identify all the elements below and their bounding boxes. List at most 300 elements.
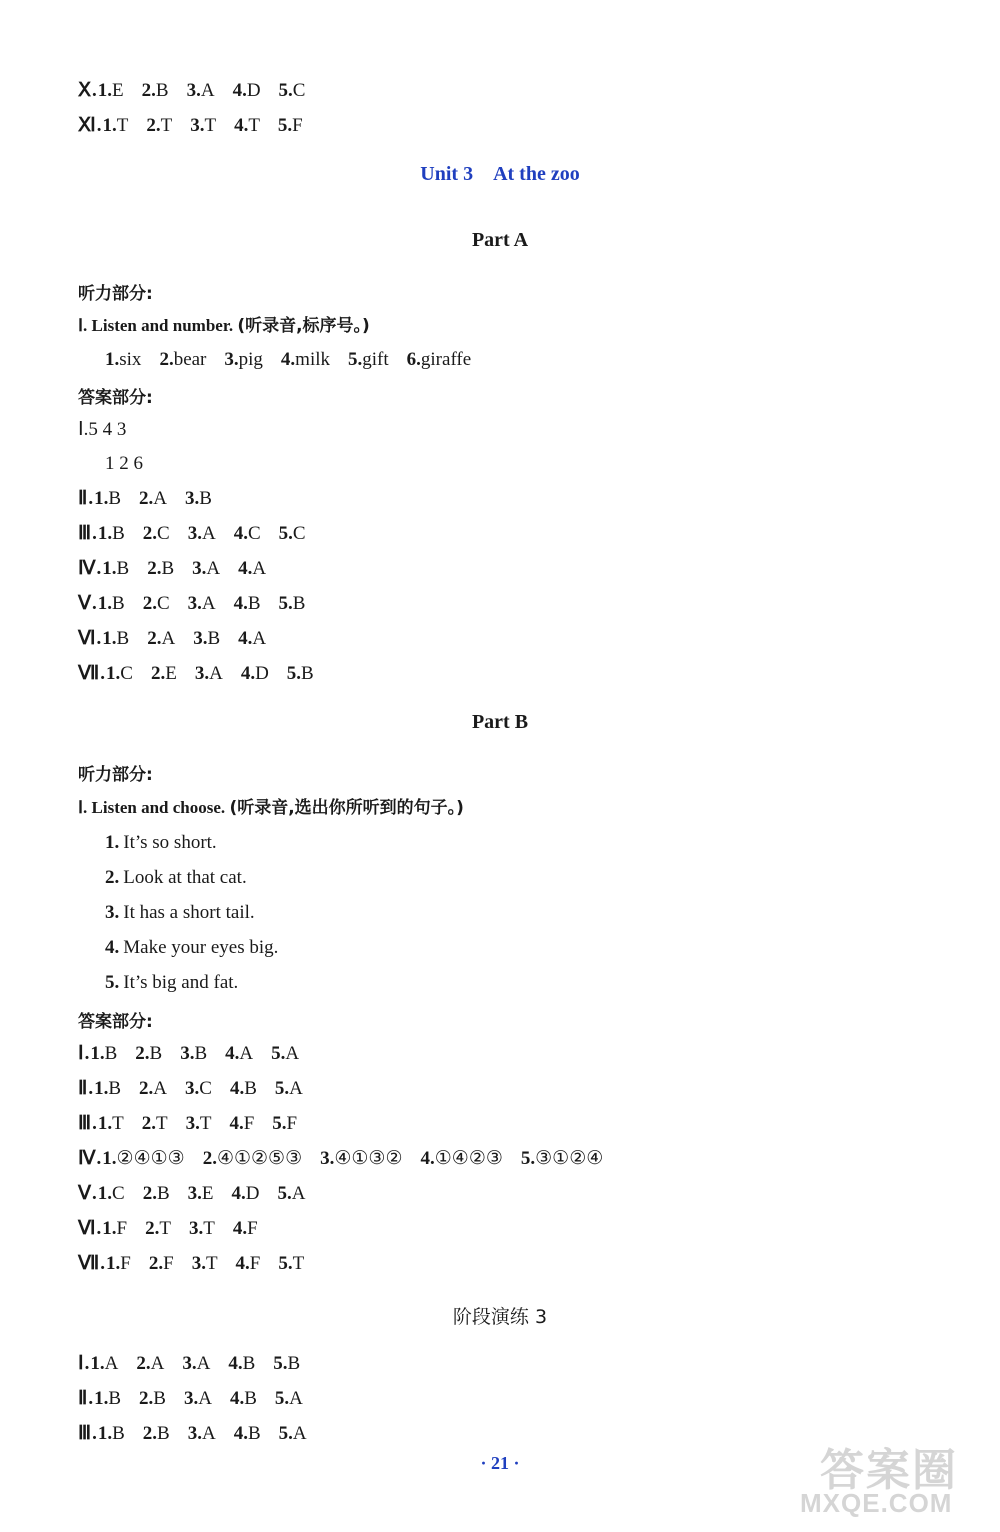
answer-value: A — [198, 1388, 212, 1409]
page-number: · 21 · — [480, 1453, 520, 1473]
answer-number: 1. — [102, 1218, 117, 1239]
script-sentence — [0, 936, 1000, 960]
answer-row — [0, 1182, 1000, 1206]
answer-value: C — [120, 663, 133, 684]
answer-value: C — [156, 593, 170, 614]
answer-item — [147, 627, 175, 651]
answer-item — [182, 1352, 210, 1376]
answer-item — [229, 1112, 254, 1136]
answer-row — [0, 1147, 1000, 1171]
answer-item — [106, 662, 133, 686]
answer-item — [102, 114, 128, 138]
answer-value: E — [201, 1183, 214, 1204]
answer-number: 5. — [277, 1183, 292, 1204]
answer-number: 2. — [147, 628, 162, 649]
script-number: 1. — [105, 349, 120, 370]
answer-number: 3. — [187, 1423, 202, 1444]
task-en: Listen and number. — [91, 316, 234, 335]
answer-item — [184, 1387, 212, 1411]
answer-item — [234, 114, 260, 138]
answer-value: T — [116, 115, 129, 136]
answer-number: 3. — [182, 1353, 197, 1374]
answer-number: 2. — [141, 1113, 156, 1134]
task-roman: Ⅰ. — [78, 798, 88, 817]
script-number: 2. — [105, 867, 120, 888]
answer-value: B — [156, 1183, 170, 1204]
answer-item — [421, 1147, 503, 1171]
answer-item — [231, 1182, 259, 1206]
answer-number: 4. — [235, 1253, 250, 1274]
answer-value: E — [165, 663, 177, 684]
script-number: 3. — [224, 349, 239, 370]
answer-roman: Ⅶ. — [78, 1253, 107, 1274]
answer-number: 4. — [234, 115, 249, 136]
answer-roman: Ⅴ. — [78, 593, 98, 614]
answer-item — [102, 1147, 184, 1171]
answer-value: F — [247, 1218, 258, 1239]
script-text: It has a short tail. — [123, 902, 255, 923]
answer-item — [234, 1422, 261, 1446]
answer-item — [192, 557, 220, 581]
answer-value: B — [194, 1043, 208, 1064]
answer-value: ④①②⑤③ — [216, 1148, 303, 1169]
answer-value: D — [246, 80, 261, 101]
answer-value: B — [153, 1388, 166, 1409]
answer-value: T — [248, 115, 260, 136]
answer-value: B — [199, 488, 212, 509]
answer-value: B — [301, 663, 314, 684]
answer-value: T — [160, 115, 173, 136]
script-word: gift — [362, 349, 389, 370]
answer-value: B — [108, 488, 122, 509]
answer-value: B — [116, 558, 130, 579]
answer-item — [139, 487, 167, 511]
part-a-script — [0, 348, 1000, 372]
answer-item — [151, 662, 177, 686]
answer-value: A — [153, 1078, 168, 1099]
answer-value: B — [112, 593, 125, 614]
answer-roman: Ⅺ. — [78, 115, 103, 136]
answer-row — [0, 557, 1000, 581]
answer-value: B — [247, 1423, 261, 1444]
answer-value: A — [285, 1043, 300, 1064]
answer-number: 2. — [147, 558, 162, 579]
script-number: 2. — [159, 349, 174, 370]
answer-item — [273, 1352, 300, 1376]
answer-value: B — [207, 628, 221, 649]
answer-number: 2. — [141, 80, 156, 101]
answer-number: 3. — [190, 115, 205, 136]
answer-row — [0, 114, 1000, 138]
answer-item — [98, 1112, 124, 1136]
answer-number: 3. — [194, 663, 210, 684]
answer-roman: Ⅲ. — [78, 1423, 98, 1444]
answer-item — [230, 1387, 257, 1411]
answer-number: 2. — [148, 1253, 164, 1274]
answer-item — [146, 114, 172, 138]
answer-number: 5. — [278, 1253, 293, 1274]
task-cn: (听录音,选出你所听到的句子。) — [229, 798, 464, 818]
answer-value: C — [157, 523, 170, 544]
answer-value: A — [206, 558, 221, 579]
answer-value: D — [255, 663, 269, 684]
script-number: 6. — [406, 349, 421, 370]
answer-row — [0, 1077, 1000, 1101]
task-cn: (听录音,标序号。) — [237, 316, 370, 336]
script-number: 4. — [280, 349, 296, 370]
script-item — [348, 348, 389, 372]
answer-value: T — [203, 1218, 215, 1239]
answer-row — [0, 1352, 1000, 1376]
answer-number: 2. — [145, 1218, 160, 1239]
answer-value: F — [249, 1253, 261, 1274]
part-a-title: Part A — [471, 229, 529, 251]
answer-number: 1. — [90, 1353, 105, 1374]
part-a-answers-heading: 答案部分: — [78, 388, 153, 408]
answer-row — [0, 487, 1000, 511]
answer-value: B — [247, 593, 261, 614]
answer-item — [94, 1077, 121, 1101]
script-word: bear — [173, 349, 207, 370]
answer-value: B — [108, 1388, 122, 1409]
answer-value: A — [289, 1388, 303, 1409]
answer-item — [98, 1422, 125, 1446]
script-number: 3. — [105, 902, 120, 923]
answer-number: 1. — [94, 1388, 109, 1409]
answer-number: 1. — [94, 1078, 109, 1099]
task-roman: Ⅰ. — [78, 316, 88, 335]
answer-number: 2. — [202, 1148, 217, 1169]
unit-number: Unit 3 — [420, 163, 474, 185]
answer-roman: Ⅱ. — [78, 1078, 95, 1099]
script-item — [224, 348, 263, 372]
answer-number: 4. — [233, 593, 248, 614]
answer-item — [233, 1217, 258, 1241]
answer-number: 3. — [187, 1183, 202, 1204]
script-word: giraffe — [420, 349, 472, 370]
answer-row — [0, 592, 1000, 616]
answer-value: B — [104, 1043, 118, 1064]
answer-item — [230, 1077, 257, 1101]
answer-item — [236, 1252, 261, 1276]
part-b-answers-heading: 答案部分: — [78, 1012, 153, 1032]
answer-item — [185, 487, 212, 511]
script-number: 4. — [105, 937, 120, 958]
part-a-answer-i-line1: Ⅰ.5 4 3 — [78, 419, 127, 440]
answer-item — [102, 1217, 127, 1241]
answer-number: 3. — [187, 593, 202, 614]
answer-value: F — [243, 1113, 255, 1134]
part-a-listening-heading: 听力部分: — [78, 284, 153, 304]
answer-value: F — [116, 1218, 128, 1239]
script-sentence — [0, 831, 1000, 855]
answer-number: 4. — [228, 1353, 243, 1374]
script-word: milk — [295, 349, 331, 370]
answer-roman: Ⅵ. — [78, 628, 103, 649]
answer-number: 4. — [225, 1043, 240, 1064]
answer-value: C — [247, 523, 261, 544]
answer-number: 3. — [188, 1218, 204, 1239]
answer-value: ④①③② — [334, 1148, 403, 1169]
answer-value: ①④②③ — [434, 1148, 503, 1169]
answer-number: 4. — [231, 1183, 246, 1204]
answer-item — [279, 592, 306, 616]
answer-number: 2. — [139, 488, 154, 509]
answer-number: 5. — [278, 1423, 293, 1444]
answer-number: 1. — [102, 558, 117, 579]
answer-number: 4. — [229, 1113, 244, 1134]
answer-row — [0, 1252, 1000, 1276]
answer-item — [143, 592, 170, 616]
answer-number: 2. — [139, 1388, 154, 1409]
answer-item — [135, 1042, 162, 1066]
answer-roman: Ⅲ. — [78, 1113, 98, 1134]
answer-item — [98, 79, 124, 103]
answer-item — [279, 79, 306, 103]
answer-number: 3. — [187, 523, 202, 544]
answer-value: D — [245, 1183, 260, 1204]
answer-item — [275, 1077, 303, 1101]
answer-value: C — [199, 1078, 212, 1099]
answer-item — [188, 522, 216, 546]
answer-number: 1. — [102, 115, 117, 136]
answer-number: 4. — [240, 663, 256, 684]
answer-item — [238, 557, 266, 581]
answer-roman: Ⅶ. — [78, 663, 107, 684]
script-item — [105, 348, 141, 372]
answer-item — [145, 1217, 171, 1241]
script-number: 5. — [348, 349, 363, 370]
answer-item — [143, 1182, 170, 1206]
answer-number: 1. — [106, 663, 121, 684]
answer-value: T — [292, 1253, 305, 1274]
answer-number: 1. — [97, 1423, 113, 1444]
answer-number: 1. — [102, 1148, 117, 1169]
answer-item — [203, 1147, 302, 1171]
answer-item — [142, 1112, 168, 1136]
answer-roman: Ⅹ. — [78, 80, 98, 101]
answer-item — [277, 1182, 305, 1206]
script-word: pig — [238, 349, 263, 370]
answer-number: 5. — [273, 1353, 288, 1374]
part-a-answer-i-line2: 1 2 6 — [105, 453, 143, 474]
answer-item — [241, 662, 269, 686]
script-text: It’s big and fat. — [123, 972, 239, 993]
answer-number: 1. — [97, 1113, 113, 1134]
answer-number: 1. — [97, 80, 113, 101]
answer-value: B — [244, 1388, 257, 1409]
answer-value: A — [239, 1043, 254, 1064]
answer-row — [0, 1387, 1000, 1411]
answer-value: B — [292, 593, 306, 614]
answer-value: B — [161, 558, 175, 579]
answer-item — [185, 1077, 212, 1101]
answer-value: A — [201, 523, 216, 544]
answer-item — [278, 114, 303, 138]
watermark-logo — [760, 1434, 990, 1524]
answer-number: 2. — [135, 1043, 150, 1064]
answer-number: 1. — [102, 628, 117, 649]
part-b-listening-heading: 听力部分: — [78, 765, 153, 785]
answer-item — [149, 1252, 174, 1276]
answer-item — [320, 1147, 402, 1171]
answer-item — [94, 487, 121, 511]
answer-item — [193, 627, 220, 651]
answer-value: B — [155, 80, 169, 101]
answer-number: 2. — [136, 1353, 151, 1374]
answer-item — [278, 1252, 304, 1276]
answer-value: A — [150, 1353, 165, 1374]
answer-item — [234, 592, 261, 616]
answer-number: 5. — [278, 593, 293, 614]
stage-title: 阶段演练 3 — [452, 1306, 548, 1328]
answer-number: 5. — [271, 1043, 286, 1064]
task-en: Listen and choose. — [91, 798, 226, 817]
answer-value: ②④①③ — [116, 1148, 185, 1169]
answer-roman: Ⅲ. — [78, 523, 98, 544]
answer-item — [94, 1387, 121, 1411]
answer-number: 1. — [90, 1043, 105, 1064]
answer-number: 5. — [286, 663, 302, 684]
answer-number: 3. — [320, 1148, 335, 1169]
script-number: 1. — [105, 832, 120, 853]
answer-value: T — [159, 1218, 171, 1239]
script-number: 5. — [105, 972, 120, 993]
answer-number: 4. — [420, 1148, 435, 1169]
answer-item — [188, 1422, 216, 1446]
answer-item — [192, 1252, 218, 1276]
answer-value: C — [292, 80, 306, 101]
answer-number: 1. — [94, 488, 109, 509]
answer-number: 5. — [272, 1113, 287, 1134]
answer-value: A — [196, 1353, 211, 1374]
answer-number: 4. — [229, 1078, 245, 1099]
answer-roman: Ⅰ. — [78, 1353, 91, 1374]
answer-value: A — [161, 628, 176, 649]
answer-number: 3. — [193, 628, 208, 649]
answer-value: B — [242, 1353, 256, 1374]
answer-number: 4. — [238, 628, 253, 649]
script-word: six — [119, 349, 142, 370]
answer-number: 2. — [139, 1078, 154, 1099]
answer-row — [0, 627, 1000, 651]
answer-number: 2. — [142, 1183, 157, 1204]
answer-row — [0, 662, 1000, 686]
script-item — [407, 348, 472, 372]
answer-number: 3. — [185, 488, 200, 509]
answer-value: F — [163, 1253, 174, 1274]
answer-roman: Ⅱ. — [78, 488, 95, 509]
answer-value: T — [205, 1253, 218, 1274]
answer-item — [102, 557, 129, 581]
answer-row — [0, 1217, 1000, 1241]
answer-value: A — [292, 1423, 307, 1444]
answer-value: ③①②④ — [535, 1148, 604, 1169]
answer-value: B — [157, 1423, 170, 1444]
answer-value: T — [204, 115, 217, 136]
answer-value: A — [252, 628, 267, 649]
answer-value: A — [200, 80, 215, 101]
answer-item — [225, 1042, 253, 1066]
answer-item — [139, 1077, 167, 1101]
answer-number: 3. — [185, 1078, 200, 1099]
answer-value: A — [209, 663, 223, 684]
answer-item — [233, 79, 261, 103]
part-b-task — [0, 796, 1000, 820]
answer-roman: Ⅳ. — [78, 1148, 103, 1169]
answer-value: B — [287, 1353, 301, 1374]
answer-item — [102, 627, 129, 651]
answer-item — [287, 662, 314, 686]
answer-number: 3. — [186, 80, 201, 101]
unit-title — [0, 163, 1000, 186]
answer-number: 3. — [191, 1253, 206, 1274]
script-text: Look at that cat. — [123, 867, 247, 888]
answer-row — [0, 1042, 1000, 1066]
answer-item — [238, 627, 266, 651]
answer-item — [521, 1147, 603, 1171]
script-sentence — [0, 971, 1000, 995]
answer-number: 2. — [150, 663, 166, 684]
answer-number: 1. — [97, 1183, 112, 1204]
answer-number: 2. — [142, 593, 157, 614]
answer-number: 2. — [142, 1423, 158, 1444]
answer-item — [228, 1352, 255, 1376]
answer-value: A — [153, 488, 168, 509]
answer-item — [180, 1042, 207, 1066]
answer-number: 2. — [142, 523, 158, 544]
answer-number: 5. — [278, 523, 293, 544]
answer-item — [90, 1042, 117, 1066]
answer-number: 5. — [274, 1078, 290, 1099]
answer-value: F — [292, 115, 303, 136]
answer-roman: Ⅱ. — [78, 1388, 95, 1409]
answer-value: C — [292, 523, 306, 544]
answer-roman: Ⅰ. — [78, 1043, 91, 1064]
answer-row — [0, 522, 1000, 546]
answer-row — [0, 79, 1000, 103]
answer-number: 1. — [97, 523, 113, 544]
answer-value: T — [112, 1113, 124, 1134]
answer-number: 5. — [277, 115, 293, 136]
answer-number: 5. — [274, 1388, 290, 1409]
answer-number: 3. — [183, 1388, 199, 1409]
answer-number: 4. — [229, 1388, 245, 1409]
answer-item — [136, 1352, 164, 1376]
script-text: Make your eyes big. — [123, 937, 279, 958]
answer-item — [186, 1112, 212, 1136]
answer-value: F — [286, 1113, 298, 1134]
answer-number: 5. — [278, 80, 293, 101]
answer-value: A — [252, 558, 267, 579]
part-b-title: Part B — [471, 711, 529, 733]
answer-item — [98, 522, 125, 546]
answer-item — [234, 522, 261, 546]
answer-item — [188, 1182, 214, 1206]
answer-number: 5. — [520, 1148, 536, 1169]
answer-value: B — [108, 1078, 122, 1099]
answer-item — [272, 1112, 297, 1136]
answer-roman: Ⅴ. — [78, 1183, 98, 1204]
script-sentence — [0, 901, 1000, 925]
answer-value: B — [116, 628, 130, 649]
script-item — [281, 348, 330, 372]
part-a-task — [0, 314, 1000, 338]
answer-item — [188, 592, 216, 616]
watermark-cn: 答案圈 — [820, 1445, 958, 1496]
answer-item — [279, 1422, 307, 1446]
answer-item — [98, 592, 125, 616]
